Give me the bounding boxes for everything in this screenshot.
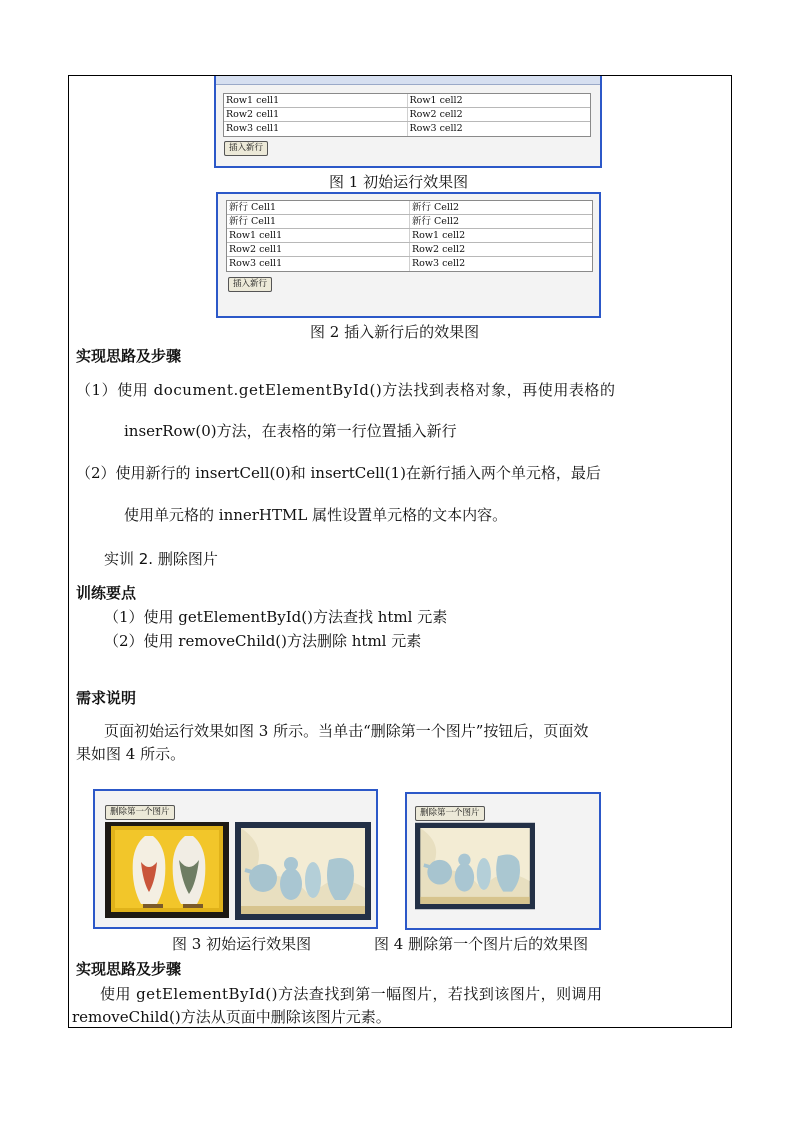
table-cell: Row1 cell1 xyxy=(226,95,280,106)
table-row xyxy=(227,201,592,215)
table-row xyxy=(224,122,590,136)
table-row xyxy=(224,94,590,108)
step-2-line-1: （2）使用新行的 insertCell(0)和 insertCell(1)在新行插入两个单元格，最后 xyxy=(76,464,601,482)
table-row xyxy=(227,257,592,271)
insert-row-button[interactable]: 插入新行 xyxy=(228,277,272,292)
delete-first-image-button[interactable]: 删除第一个图片 xyxy=(105,805,175,820)
training-point-2: （2）使用 removeChild()方法删除 html 元素 xyxy=(104,632,422,650)
table-cell: Row2 cell1 xyxy=(226,109,280,120)
table-cell: 新行 Cell2 xyxy=(409,215,592,228)
training-point-1: （1）使用 getElementById()方法查找 html 元素 xyxy=(104,608,448,626)
step-1-line-1: （1）使用 document.getElementById()方法找到表格对象，再使用表格的 xyxy=(76,381,616,399)
table-row xyxy=(224,108,590,122)
training-title: 实训 2. 删除图片 xyxy=(104,550,218,568)
table-cell: 新行 Cell1 xyxy=(229,216,277,227)
celadon-set-image xyxy=(235,822,371,920)
table-cell: Row3 cell2 xyxy=(409,257,592,271)
browser-toolbar-strip xyxy=(216,76,600,85)
table-row xyxy=(227,229,592,243)
requirements-heading: 需求说明 xyxy=(76,689,137,707)
section-heading: 实现思路及步骤 xyxy=(76,960,182,978)
section-2-line-1: 使用 getElementById()方法查找到第一幅图片，若找到该图片，则调用 xyxy=(100,985,603,1003)
vase-pair-image xyxy=(105,822,229,918)
section-2-line-2: removeChild()方法从页面中删除该图片元素。 xyxy=(72,1008,391,1026)
step-2-line-2: 使用单元格的 innerHTML 属性设置单元格的文本内容。 xyxy=(124,506,508,524)
table-cell: Row2 cell1 xyxy=(229,244,283,255)
figure-1-screenshot xyxy=(214,76,602,168)
table-cell: Row2 cell2 xyxy=(407,108,591,121)
table-cell: Row1 cell2 xyxy=(407,94,591,107)
table-row xyxy=(227,243,592,257)
step-1-line-2: inserRow(0)方法，在表格的第一行位置插入新行 xyxy=(124,422,457,440)
table-cell: Row3 cell2 xyxy=(407,122,591,136)
figure-2-screenshot xyxy=(216,192,601,318)
figure-3-screenshot xyxy=(93,789,378,929)
table-row xyxy=(227,215,592,229)
training-points-heading: 训练要点 xyxy=(76,584,137,602)
requirements-line-1: 页面初始运行效果如图 3 所示。当单击“删除第一个图片”按钮后，页面效 xyxy=(104,722,589,740)
figure-1-caption: 图 1 初始运行效果图 xyxy=(329,173,469,191)
requirements-line-2: 果如图 4 所示。 xyxy=(76,745,186,763)
table-cell: 新行 Cell1 xyxy=(229,202,277,213)
table-cell: Row1 cell1 xyxy=(229,230,283,241)
section-heading: 实现思路及步骤 xyxy=(76,347,182,365)
figure-2-caption: 图 2 插入新行后的效果图 xyxy=(310,323,480,341)
table-cell: Row3 cell1 xyxy=(226,123,280,134)
figure-4-caption: 图 4 删除第一个图片后的效果图 xyxy=(374,935,589,953)
figure-2-table xyxy=(226,200,593,272)
table-cell: Row1 cell2 xyxy=(409,229,592,242)
figure-1-table xyxy=(223,93,591,137)
figure-3-caption: 图 3 初始运行效果图 xyxy=(172,935,312,953)
table-cell: Row3 cell1 xyxy=(229,258,283,269)
celadon-set-image xyxy=(415,821,535,911)
delete-first-image-button[interactable]: 删除第一个图片 xyxy=(415,806,485,821)
figure-4-screenshot xyxy=(405,792,601,930)
table-cell: Row2 cell2 xyxy=(409,243,592,256)
insert-row-button[interactable]: 插入新行 xyxy=(224,141,268,156)
table-cell: 新行 Cell2 xyxy=(409,201,592,214)
